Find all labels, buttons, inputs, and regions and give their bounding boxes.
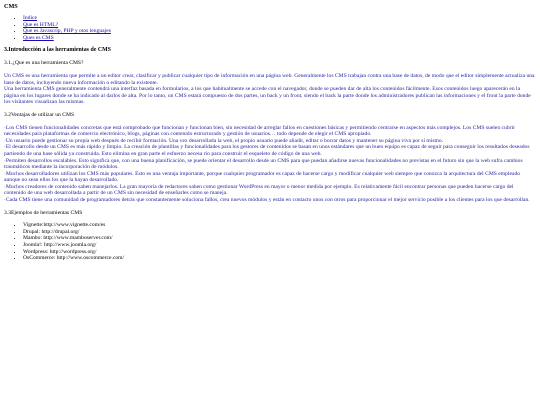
example-item: • Vignette:http://www.vignette.com/es — [23, 222, 536, 229]
nav-item — [23, 15, 536, 22]
subheading-examples: 3.3Ejemplos de herramientas CMS — [4, 209, 83, 216]
nav-item — [23, 35, 536, 42]
nav-link-que-es-cms[interactable]: Ques es CMS — [23, 34, 54, 41]
subheading-advantages: 3.2Ventajas de utilizar un CMS — [4, 111, 75, 118]
section-heading: 3.Introducción a las herramientas de CMS — [4, 47, 111, 54]
example-item: • Joomla!: http://www.joomla.org/ — [23, 242, 536, 249]
advantage-item: ·Muchos creadores de contenido saben manejarlos. La gran mayoría de redactores saben como gestionar WordPress en mayor o menor medida por ejemplo. Es relativamente fácil encontrar personas que pueden hacerse cargo del contenido de una web desarrollada a partir de un CMS sin necesidad de enseñarles como se maneja. — [4, 183, 514, 197]
advantage-item: ·El desarrollo desde un CMS es más rápido y limpio. La creación de plantillas y funcionalidades para los gestores de contenidos se basan en unos estándares que un buen equipo es capaz de seguir para conseguir los resultados deseados partiendo de una base sólida ya construida. Esto elimina en gran parte el esfuerzo necesa rio para construir el esqueleto de código de una web. — [4, 144, 530, 157]
nav-item — [23, 28, 536, 35]
example-item: • Wordpress: http://wordpress.org/ — [23, 249, 536, 256]
advantage-item: ·Cada CMS tiene una comunidad de programadores detrás que constantemente soluciona fallos, crea nuevos módulos y están en contacto unos con otros para proporcionar el mejor servicio posible a los clientes para los que desarrollan. — [4, 197, 530, 204]
example-item: • OsCommerce: http://www.oscommerce.com/ — [23, 255, 536, 262]
advantage-item: ·Un usuario puede gestionar su propia web después de recibir formación. Una vez desarrollada la web, el propio usuario puede añadir, editar o borrar datos y mantener su página viva por sí mismo. — [4, 137, 444, 144]
site-title: CMS — [4, 3, 18, 10]
advantage-item: ·Los CMS tienen funcionalidades concretas que está comprobado que funcionan y funcionan bien, sin necesidad de arreglar fallos en cuestiones básicas y permitiendo centrarse en aspectos más complejos. Los CMS suelen cubrir necesidades para plataformas de comercio electrónico, blogs, páginas con contenido estructurado y gestión de usuarios… todo depende de elegir el CMS apropiado. — [4, 124, 515, 138]
example-item: • Drupal: http://drupal.org/ — [23, 229, 536, 236]
nav-item — [23, 22, 536, 29]
subheading-what-is-cms: 3.1.¿Que es una herramienta CMS? — [4, 60, 84, 67]
example-item: • Mambo: http://www.mamboserver.com/ — [23, 235, 536, 242]
nav-link-javascript-php[interactable]: Que es Javascrip, PHP y otos lenguajes — [23, 28, 111, 35]
nav-list — [4, 15, 536, 41]
advantage-item: ·Muchos desarrolladores utilizan los CMS más populares. Esto es una ventaja importante, porque cualquier programador es capaz de hacerse cargo y modificar cualquier web siempre que conozca la arquitectura del CMS empleado aunque no sean ellos los que la hayan desarrollado. — [4, 170, 521, 184]
nav-link-indice[interactable]: Indice — [23, 15, 37, 21]
nav-link-que-es-html[interactable]: Que es HTML? — [23, 21, 59, 28]
advantage-item: ·Permiten desarrollos escalables. Esto significa que, con una buena planificación, se puede orientar el desarrollo desde un CMS para que puedan añadirse nuevas funcionalidades no previstas en el futuro sin que la web sufra cambios traumáticos mediante la incorporación de módulos. — [4, 157, 523, 171]
examples-list — [4, 222, 536, 262]
paragraph-description: Una herramienta CMS generalmente contendrá una interfaz basada en formularios, a los que habitualmente se accede con el navegador, donde se pueden dar de alta los contenidos fácilmente. Esos contenidos luego aparecerán en la página en los lugares donde se ha indicado al darlos de alta. Por lo tanto, un CMS estará compuesto de dos partes, un back y un front, siendo el back la parte donde los administradores publican las informaciones y el front la parte donde los visitantes visualizan las mismas. — [4, 86, 531, 106]
paragraph-definition: Un CMS es una herramienta que permite a un editor crear, clasificar y publicar cualquier tipo de información en una página web. Generalmente los CMS trabajan contra una base de datos, de modo que el editor simplemente actualiza una base de datos, incluyendo nueva información o editando la existente. — [4, 72, 535, 86]
